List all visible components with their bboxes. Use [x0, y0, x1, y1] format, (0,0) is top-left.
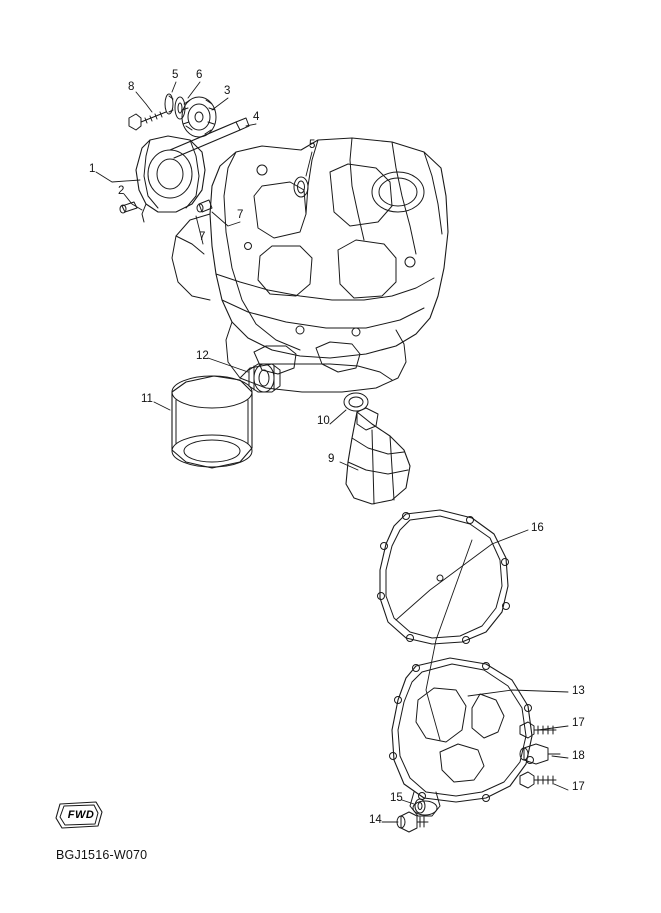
oil-strainer [346, 408, 410, 504]
callout-2: 2 [118, 185, 125, 197]
pump-circlip [165, 94, 173, 114]
oil-filter [172, 376, 252, 468]
callout-5-case: 5 [309, 139, 316, 151]
callout-5-upper: 5 [172, 69, 179, 81]
callout-7-left: 7 [199, 231, 206, 243]
callout-17-upper: 17 [572, 717, 585, 729]
callout-9: 9 [328, 453, 335, 465]
callout-14: 14 [369, 814, 382, 826]
part-code-label: BGJ1516-W070 [56, 848, 148, 862]
callout-6: 6 [196, 69, 203, 81]
callout-1: 1 [89, 163, 96, 175]
fwd-badge-label: FWD [67, 809, 95, 821]
clutch-cover [390, 658, 534, 816]
callout-17-lower: 17 [572, 781, 585, 793]
pump-dowel-pins [120, 200, 212, 213]
clutch-cover-gasket [378, 510, 510, 644]
pump-bolt [129, 112, 166, 130]
callout-16: 16 [531, 522, 544, 534]
callout-10: 10 [317, 415, 330, 427]
callout-12: 12 [196, 350, 209, 362]
crankcase-body [172, 138, 448, 392]
callout-13: 13 [572, 685, 585, 697]
callout-11: 11 [141, 393, 153, 405]
fwd-badge [58, 800, 104, 830]
callout-18: 18 [572, 750, 585, 762]
callout-8: 8 [128, 81, 135, 93]
cover-bolts [520, 722, 560, 788]
callout-3: 3 [224, 85, 231, 97]
pump-driven-gear [182, 97, 216, 137]
callout-4: 4 [253, 111, 260, 123]
oring-5-center [294, 177, 308, 197]
callout-7-right: 7 [237, 209, 244, 221]
callout-15: 15 [390, 792, 403, 804]
